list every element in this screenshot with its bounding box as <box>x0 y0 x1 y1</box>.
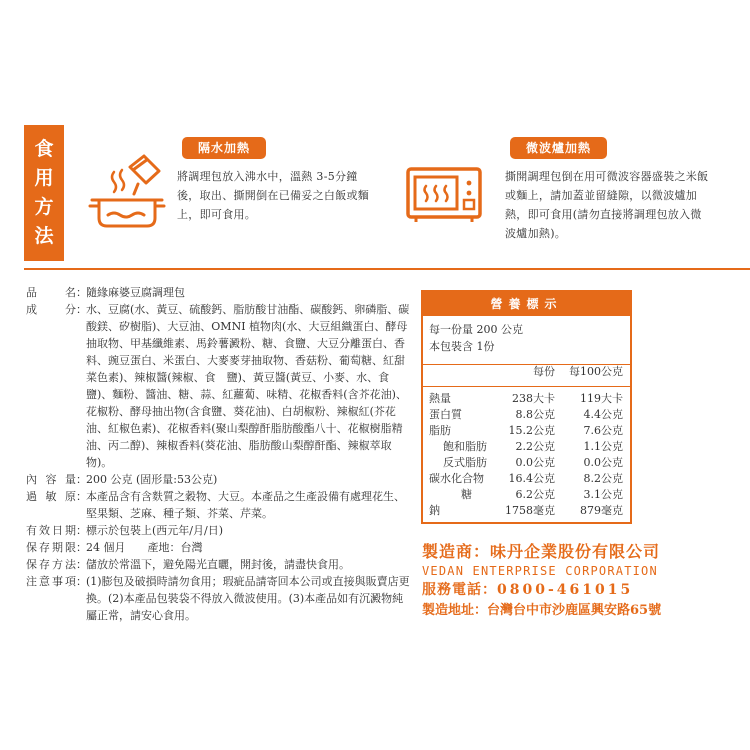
nutrition-row <box>423 423 630 439</box>
microwave-method-title: 微波爐加熱 <box>510 137 607 159</box>
nutrition-title: 營養標示 <box>423 292 630 316</box>
info-label: 保存方法 <box>26 558 76 571</box>
nutrition-divider <box>423 386 630 387</box>
nutrient-per-100g: 1.1公克 <box>583 440 623 453</box>
nutrient-per-100g: 8.2公克 <box>583 472 623 485</box>
nutrition-divider <box>423 364 630 365</box>
info-label: 內容量 <box>26 473 76 486</box>
nutrition-row <box>423 471 630 487</box>
nutrient-per-serving: 238大卡 <box>512 392 555 405</box>
nutrient-per-serving: 15.2公克 <box>508 424 555 437</box>
microwave-method-text: 撕開調理包倒在用可微波容器盛裝之米飯或麵上，請加蓋並留縫隙，以微波爐加熱，即可食用(請勿直接將調理包放入微波爐加熱)。 <box>505 170 709 240</box>
usage-tag-char: 用 <box>34 167 54 189</box>
usage-tag-char: 法 <box>34 225 54 247</box>
nutrition-header-row <box>423 364 630 380</box>
info-value: 標示於包裝上(西元年/月/日) <box>86 524 223 537</box>
nutrient-name: 脂肪 <box>429 424 451 437</box>
manufacturer-info <box>422 541 722 621</box>
manufacturer-address: 製造地址：台灣台中市沙鹿區興安路65號 <box>422 603 662 618</box>
usage-tag <box>24 125 64 261</box>
info-row-ingredients: 成分 ： 水、豆腐(水、黃豆、硫酸鈣、脂肪酸甘油酯、碳酸鈣、卵磷脂、碳酸鎂、矽樹脂)、大豆油、OMNI 植物肉(水、大豆組織蛋白、酵母抽取物、甲基纖維素、馬鈴薯澱粉、糖、食鹽、大豆分離蛋白、香料、豌豆蛋白、米蛋白、大麥麥芽抽取物、香菇粉、葡萄糖、紅甜菜色素)、辣椒醬(辣椒、食 鹽)、黃豆醬(黃豆、小麥、水、食鹽)、麵粉、醬油、糖、蒜、紅蘿蔔、味精、花椒香料(含芥花油)、花椒粉、酵母抽出物(含食鹽、葵花油)、白胡椒粉、辣椒紅(芥花油、紅椒色素)、花椒香料(聚山梨醇酐脂肪酸酯八十、花椒樹脂精油、丙二醇)、辣椒香料(葵花油、脂肪酸山梨醇酐酯、辣椒萃取物)。 <box>26 301 412 471</box>
nutrient-name: 糖 <box>461 488 472 501</box>
info-label: 品名 <box>26 286 76 299</box>
nutrient-per-100g: 0.0公克 <box>583 456 623 469</box>
nutrient-name: 飽和脂肪 <box>443 440 487 453</box>
microwave-icon <box>406 167 482 223</box>
col-per-100g: 每100公克 <box>569 365 623 378</box>
serving-size: 每一份量 200 公克 <box>429 323 523 336</box>
nutrient-per-100g: 3.1公克 <box>583 488 623 501</box>
section-divider <box>24 268 750 270</box>
nutrient-per-100g: 7.6公克 <box>583 424 623 437</box>
manufacturer-name: 製造商：味丹企業股份有限公司 <box>422 542 661 561</box>
nutrient-name: 熱量 <box>429 392 451 405</box>
nutrient-per-serving: 1758毫克 <box>505 504 555 517</box>
nutrient-name: 碳水化合物 <box>429 472 484 485</box>
nutrient-per-serving: 6.2公克 <box>515 488 555 501</box>
nutrient-per-100g: 4.4公克 <box>583 408 623 421</box>
nutrient-per-serving: 0.0公克 <box>515 456 555 469</box>
info-row-net-content: 內容量 ： 200 公克 (固形量:53公克) <box>26 471 412 488</box>
service-phone-number: 0800-461015 <box>497 582 634 598</box>
nutrient-name: 蛋白質 <box>429 408 462 421</box>
product-info <box>26 284 412 624</box>
info-label: 有效日期 <box>26 524 76 537</box>
nutrition-table <box>421 290 632 524</box>
usage-section <box>24 125 724 261</box>
boil-method-text: 將調理包放入沸水中，溫熱 3-5分鐘後，取出、撕開倒在已備妥之白飯或麵上，即可食用。 <box>177 170 370 221</box>
nutrition-row <box>423 455 630 471</box>
col-per-serving: 每份 <box>533 365 555 378</box>
info-row-notes: 注意事項 ： (1)膨包及破損時請勿食用；瑕疵品請寄回本公司或直接與販賣店更換。(2)本產品包裝袋不得放入微波使用。(3)本產品如有沉澱物純屬正常，請安心食用。 <box>26 573 412 624</box>
info-value: 隨緣麻婆豆腐調理包 <box>86 286 185 299</box>
info-row-allergen: 過敏原 ： 本產品含有含麩質之穀物、大豆。本產品之生產設備有處理花生、堅果類、芝麻、種子類、芥菜、芹菜。 <box>26 488 412 522</box>
info-value: 儲放於常溫下，避免陽光直曬，開封後，請盡快食用。 <box>86 558 350 571</box>
info-label: 注意事項 <box>26 575 76 588</box>
info-row-expiry: 有效日期 ： 標示於包裝上(西元年/月/日) <box>26 522 412 539</box>
service-phone <box>422 579 722 601</box>
nutrient-per-serving: 2.2公克 <box>515 440 555 453</box>
servings-per-pack: 本包裝含 1份 <box>429 340 495 353</box>
nutrient-per-100g: 119大卡 <box>580 392 623 405</box>
usage-tag-char: 食 <box>34 138 54 160</box>
nutrient-name: 反式脂肪 <box>443 456 487 469</box>
info-row-shelf-life: 保存期限 ： 24 個月 產地：台灣 <box>26 539 412 556</box>
nutrition-row <box>423 439 630 455</box>
info-value: 水、豆腐(水、黃豆、硫酸鈣、脂肪酸甘油酯、碳酸鈣、卵磷脂、碳酸鎂、矽樹脂)、大豆油、OMNI 植物肉(水、大豆組織蛋白、酵母抽取物、甲基纖維素、馬鈴薯澱粉、糖、食鹽、大豆分離蛋白、香料、豌豆蛋白、米蛋白、大麥麥芽抽取物、香菇粉、葡萄糖、紅甜菜色素)、辣椒醬(辣椒、食 鹽)、黃豆醬(黃豆、小麥、水、食鹽)、麵粉、醬油、糖、蒜、紅蘿蔔、味精、花椒香料(含芥花油)、花椒粉、酵母抽出物(含食鹽、葵花油)、白胡椒粉、辣椒紅(芥花油、紅椒色素)、花椒香料(聚山梨醇酐脂肪酸酯八十、花椒樹脂精油、丙二醇)、辣椒香料(葵花油、脂肪酸山梨醇酐酯、辣椒萃取物)。 <box>86 303 410 469</box>
info-row-storage: 保存方法 ： 儲放於常溫下，避免陽光直曬，開封後，請盡快食用。 <box>26 556 412 573</box>
boil-method-title: 隔水加熱 <box>182 137 266 159</box>
nutrition-row <box>423 487 630 503</box>
service-phone-label: 服務電話： <box>422 582 497 598</box>
nutrition-row <box>423 503 630 519</box>
info-label: 過敏原 <box>26 490 76 503</box>
nutrient-per-serving: 16.4公克 <box>508 472 555 485</box>
info-value: 200 公克 (固形量:53公克) <box>86 473 218 486</box>
info-label: 保存期限 <box>26 541 76 554</box>
info-label: 成分 <box>26 303 76 316</box>
usage-tag-char: 方 <box>34 196 54 218</box>
info-row-name: 品名 ： 隨緣麻婆豆腐調理包 <box>26 284 412 301</box>
info-value: 本產品含有含麩質之穀物、大豆。本產品之生產設備有處理花生、堅果類、芝麻、種子類、芥菜、芹菜。 <box>86 490 405 520</box>
nutrition-row <box>423 407 630 423</box>
manufacturer-name-en: VEDAN ENTERPRISE CORPORATION <box>422 564 658 578</box>
nutrient-per-100g: 879毫克 <box>580 504 623 517</box>
nutrient-per-serving: 8.8公克 <box>515 408 555 421</box>
pot-steam-icon <box>86 153 168 235</box>
nutrition-row <box>423 391 630 407</box>
info-value: 24 個月 產地：台灣 <box>86 541 203 554</box>
info-value: (1)膨包及破損時請勿食用；瑕疵品請寄回本公司或直接與販賣店更換。(2)本產品包裝袋不得放入微波使用。(3)本產品如有沉澱物純屬正常，請安心食用。 <box>86 575 410 622</box>
nutrient-name: 鈉 <box>429 504 440 517</box>
